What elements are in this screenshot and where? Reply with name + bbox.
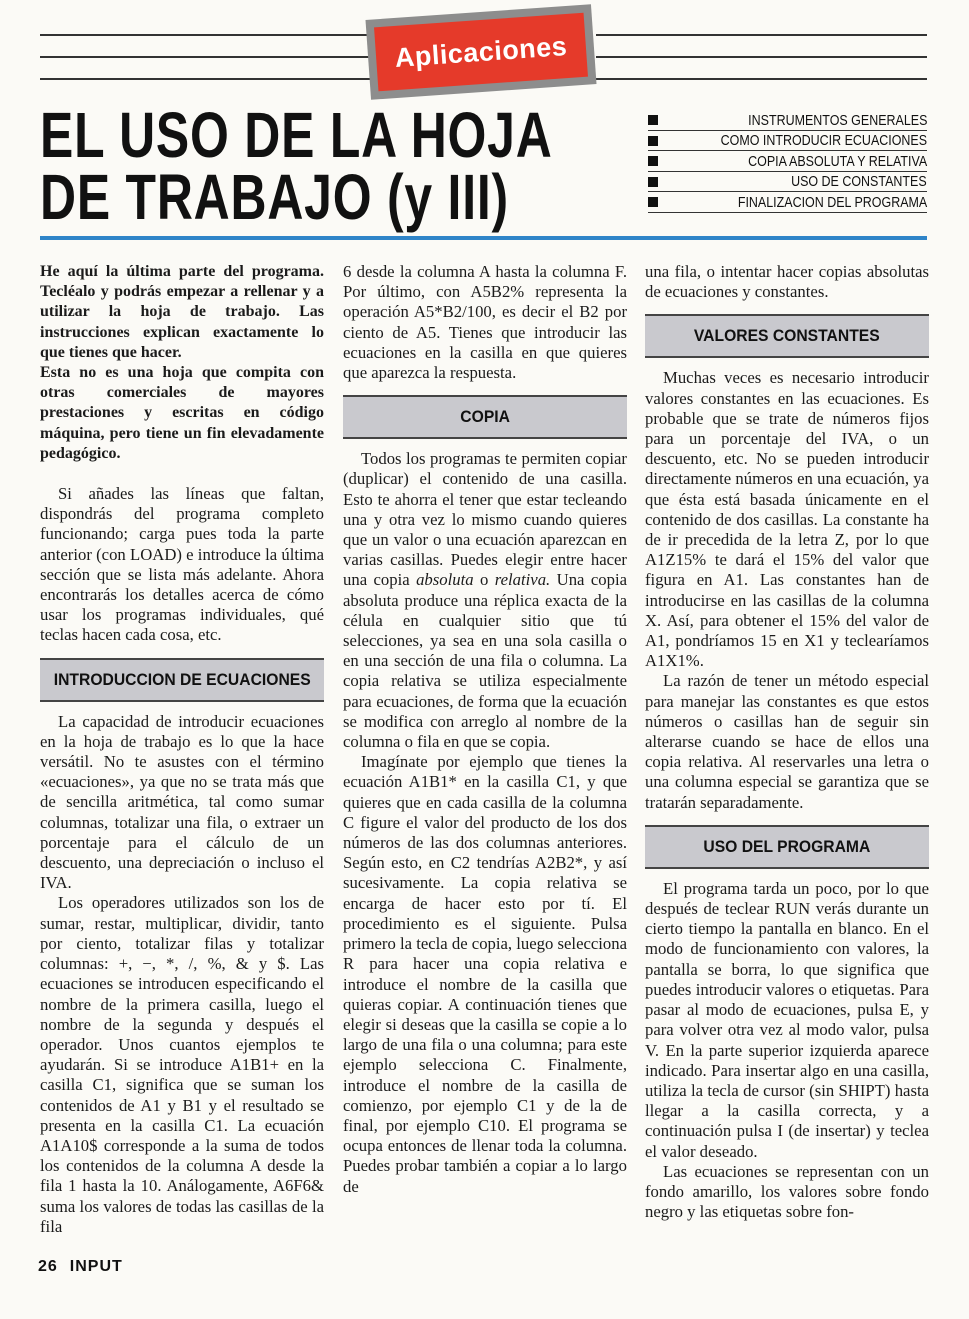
header-rule [40,56,376,58]
page-footer [38,1258,123,1276]
bullet-icon [648,136,658,146]
column-1 [40,262,324,1237]
topics-list [648,110,927,213]
section-tag: Aplicaciones [393,30,569,73]
body-paragraph: una fila, o intentar hacer copias absolutas de ecuaciones y constantes. [645,262,929,302]
intro-paragraph: He aquí la última parte del programa. Tecléalo y podrás empezar a rellenar y a utilizar la hoja de trabajo. Las instrucciones explican exactamente lo que tienes que hacer. [40,263,324,361]
title-line-1: EL USO DE LA HOJA [40,99,553,171]
body-paragraph: Si añades las líneas que faltan, dispondrás del programa completo funcionando; carga pues toda la parte anterior (con LOAD) e introduce la última sección que se lista más adelante. Ahora encontrarás los detalles acerca de cómo usar los programas individuales, qué teclas hacen cada cosa, etc. [40,484,324,645]
bullet-icon [648,197,658,207]
section-banner [365,4,596,100]
section-heading: USO DEL PROGRAMA [645,825,929,869]
body-paragraph: 6 desde la columna A hasta la columna F. Por último, con A5B2% representa la operación A5*B2/100, es decir el B2 por ciento de A5. Tienes que introducir las ecuaciones en la casilla en que quieres que aparezca la respuesta. [343,262,627,383]
body-paragraph: La capacidad de introducir ecuaciones en la hoja de trabajo es lo que la hace versátil. No te asustes con el término «ecuaciones», ya que no se trata más que de sencilla aritmética, tal como sumar columnas, totalizar una fila, o extraer un porcentaje para el cálculo de un descuento, una depreciación o incluso el IVA. [40,711,324,893]
body-paragraph: Los operadores utilizados son los de sumar, restar, multiplicar, dividir, tanto por ciento, totalizar filas y totalizar columnas: +, −, *, /, %, & y $. Las ecuaciones se introducen especificando el nombre de la primera casilla, luego el nombre de la segunda y después el operador. Unos cuantos ejemplos te ayudarán. Si se introduce A1B1+ en la casilla C1, significa que se suman los contenidos de A1 y B1 y el resultado se presenta en la casilla C1. La ecuación A1A10$ corresponde a la suma de todos los contenidos de la columna A desde la fila 1 hasta la 10. Análogamente, A6F6& suma los valores de todas las casillas de la fila [40,893,324,1236]
topic-item: COMO INTRODUCIR ECUACIONES [648,131,927,152]
intro-paragraph: Esta no es una hoja que compita con otras comerciales de mayores prestaciones y escritas en código máquina, pero tiene un fin elevadamente pedagógico. [40,364,324,462]
header-rule [596,78,927,80]
intro-block [40,262,324,464]
topic-item: COPIA ABSOLUTA Y RELATIVA [648,151,927,172]
topic-item: USO DE CONSTANTES [648,172,927,193]
body-paragraph: Todos los programas te permiten copiar (duplicar) el contenido de una casilla. Esto te ahorra el tener que estar tecleando una y otra vez lo mismo cuando quieres que un valor o una ecuación aparezcan en varias casillas. Puedes elegir entre hacer una copia absoluta o relativa. Una copia absoluta produce una réplica exacta de la célula en cualquier sitio que tú selecciones, ya sea en una sola casilla o en una sección de una fila o columna. La copia relativa se utiliza especialmente para ecuaciones, de forma que la ecuación se modifica con arreglo al nombre de la columna o fila en que se copia. [343,449,628,752]
magazine-name: INPUT [69,1258,123,1275]
title-line-2: DE TRABAJO (y III) [40,161,509,233]
bullet-icon [648,115,658,125]
body-paragraph: Las ecuaciones se representan con un fondo amarillo, los valores sobre fondo negro y las etiquetas sobre fon- [645,1161,929,1222]
header-rule [596,34,927,36]
bullet-icon [648,156,658,166]
section-heading: COPIA [343,395,627,439]
column-2 [343,262,627,1197]
header-rule [596,56,927,58]
section-heading: VALORES CONSTANTES [645,314,929,358]
title-divider [40,236,927,240]
page-number: 26 [38,1258,58,1275]
topic-item: INSTRUMENTOS GENERALES [648,110,927,131]
section-heading: INTRODUCCION DE ECUACIONES [40,658,324,702]
body-paragraph: Imagínate por ejemplo que tienes la ecuación A1B1* en la casilla C1, y que quieres que en cada casilla de la columna C figure el valor del producto de los dos números de las dos columnas anteriores. Según esto, en C2 tendrías A2B2*, y así sucesivamente. La copia relativa se encarga de hacer esto por tí. El procedimiento es el siguiente. Pulsa primero la tecla de copia, luego selecciona R para hacer una copia relativa e introduce el nombre de la casilla que quieras copiar. A continuación tienes que elegir si deseas que la casilla se copie a lo largo de una fila o una columna; para este ejemplo selecciona C. Finalmente, introduce el nombre de la casilla de comienzo, por ejemplo C1 y de la de final, por ejemplo C10. El programa se ocupa entonces de llenar toda la columna. Puedes probar también a copiar a lo largo de [343,752,628,1196]
body-paragraph: El programa tarda un poco, por lo que después de teclear RUN verás durante un cierto tiempo la pantalla en blanco. En el modo de funcionamiento con valores, la pantalla se borra, lo que significa que puedes introducir valores o etiquetas. Para pasar al modo de ecuaciones, pulsa E, y para volver otra vez al modo valor, pulsa V. En la parte superior izquierda aparece indicado. Para insertar algo en una casilla, utiliza la tecla de cursor (sin SHIPT) hasta llegar a la casilla correcta, y a continuación pulsa I (de insertar) y teclea el valor deseado. [645,878,929,1161]
column-3 [645,262,929,1222]
body-paragraph: Muchas veces es necesario introducir valores constantes en las ecuaciones. Es probable que se trate de números fijos para un porcentaje del IVA, o un descuento, etc. No se pueden introducir directamente números en una ecuación, ya que ésta está basada únicamente en el contenido de dos casillas. La constante ha de ir precedida de la letra Z, por lo que A1Z15% te dará el 15% del valor que figura en A1. Las constantes han de introducirse en las casillas de la columna X. Así, para obtener el 15% del valor de A1, pondríamos 15 en X1 y teclearíamos A1X1%. [645,368,929,671]
article-title [40,99,553,233]
body-paragraph: La razón de tener un método especial para manejar las constantes es que estos números o casillas han de seguir sin alterarse cuando se hace de ellos una copia relativa. Al reservarles una letra o una columna especial se garantiza que se tratarán separadamente. [645,671,929,812]
bullet-icon [648,177,658,187]
header-rule [40,34,376,36]
header-rule [40,78,376,80]
topic-item: FINALIZACION DEL PROGRAMA [648,192,927,213]
